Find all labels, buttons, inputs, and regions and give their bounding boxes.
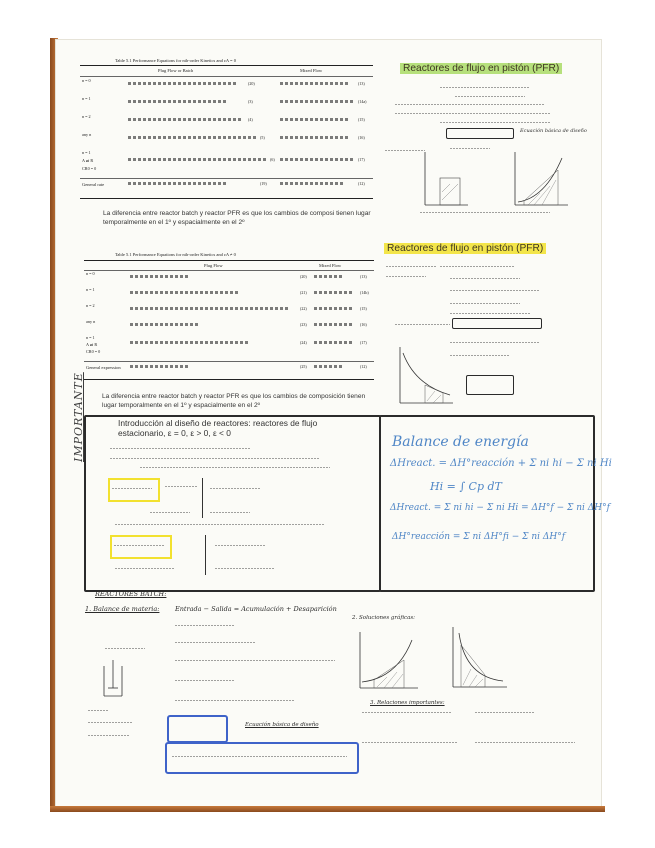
table-top-row: n = 2: [82, 114, 91, 119]
sentence-top: La diferencia entre reactor batch y reactor PFR es que los cambios de composi tienen lugar temporalmente en el 1º y espacialmente en el 2º: [103, 210, 371, 226]
table-bottom-row: any n: [86, 319, 96, 324]
table-top-eqnum: (16): [358, 135, 365, 140]
table-bottom-eqnum: (14b): [360, 290, 369, 295]
reactor-vessel-icon: [98, 660, 128, 700]
table-bottom-row: CR0 = 0: [86, 349, 101, 354]
batch-design-box-2: [165, 742, 359, 774]
table-top-eqnum: (19): [260, 181, 267, 186]
table-top-row: n = 1: [82, 150, 91, 155]
page-bottom-edge: [50, 806, 605, 812]
table-bottom-row: A ⇌ R: [86, 342, 98, 347]
table-top-row: n = 0: [82, 78, 91, 83]
table-top-col-mixed: Mixed Flow: [300, 68, 323, 73]
pfr-title-1: Reactores de flujo en pistón (PFR): [400, 63, 562, 74]
batch-formula: Entrada − Salida = Acumulación + Desaparición: [175, 605, 337, 613]
table-bottom: [84, 260, 374, 380]
table-top-eqnum: (15): [358, 117, 365, 122]
table-bottom-row: n = 2: [86, 303, 95, 308]
table-bottom-eqnum: (17): [360, 340, 367, 345]
pfr-plot-2: [510, 150, 570, 210]
energy-line-3: ΔHreact. = Σ ni hi − Σ ni Hi = ΔH°f − Σ ni ΔH°f: [390, 503, 610, 513]
table-top-eqnum: (3): [248, 99, 253, 104]
table-top-row: A ⇌ R: [82, 158, 94, 163]
table-bottom-col-plug: Plug Flow: [204, 263, 223, 268]
batch-heading: REACTORES BATCH:: [95, 590, 167, 598]
table-top-eqnum: (4): [248, 117, 253, 122]
intro-box: [84, 415, 381, 592]
table-bottom-eqnum: (22): [300, 306, 307, 311]
batch-plot-2: [445, 625, 510, 695]
highlight-box-2: [110, 535, 172, 559]
batch-design-box-1: [167, 715, 228, 743]
energy-title: Balance de energía: [392, 434, 529, 450]
table-top-eqnum: (6): [270, 157, 275, 162]
table-bottom-eqnum: (15): [360, 306, 367, 311]
table-bottom-eqnum: (25): [300, 364, 307, 369]
table-bottom-footer: General expression: [86, 365, 121, 370]
table-top-row: any n: [82, 132, 92, 137]
energy-line-1: ΔHreact. = ΔH°reacción + Σ ni hi − Σ ni Hi: [390, 458, 612, 469]
pfr-plot-3: [395, 345, 455, 410]
pfr-ecuacion-label: Ecuación básica de diseño: [520, 128, 587, 134]
table-bottom-eqnum: (16): [360, 322, 367, 327]
table-top-col-plug: Plug Flow or Batch: [158, 68, 194, 73]
table-top-row: CR0 = 0: [82, 166, 97, 171]
table-top-row: n = 1: [82, 96, 91, 101]
table-bottom-eqnum: (12): [360, 364, 367, 369]
energy-line-2: Hi = ∫ Cp dT: [430, 480, 502, 493]
pfr-title-2: Reactores de flujo en pistón (PFR): [384, 243, 546, 254]
table-top-eqnum: (5): [260, 135, 265, 140]
table-top: [80, 65, 373, 199]
batch-balance: 1. Balance de materia:: [85, 605, 160, 613]
table-bottom-eqnum: (24): [300, 340, 307, 345]
table-top-caption: Table 5.1 Performance Equations for nth-order Kinetics and εA = 0: [115, 58, 236, 63]
table-bottom-caption: Table 5.1 Performance Equations for nth-order Kinetics and εA ≠ 0: [115, 252, 236, 257]
table-bottom-eqnum: (23): [300, 322, 307, 327]
table-bottom-eqnum: (20): [300, 274, 307, 279]
table-top-eqnum: (13): [358, 81, 365, 86]
energy-line-4: ΔH°reacción = Σ ni ΔH°fi − Σ ni ΔH°f: [392, 532, 566, 542]
batch-plot-1: [352, 630, 422, 695]
table-bottom-row: n = 1: [86, 335, 95, 340]
sentence-bottom: La diferencia entre reactor batch y reactor PFR es que los cambios de composición tienen lugar temporalmente en el 1º y espacialmente en el 2º: [102, 393, 366, 409]
solution-label: 2. Soluciones gráficas:: [352, 615, 416, 621]
intro-title: Introducción al diseño de reactores: reactores de flujo estacionario, ε = 0, ε > 0, ε < 0: [118, 418, 318, 438]
kinetics-label: 3. Relaciones importantes:: [370, 700, 445, 706]
table-bottom-row: n = 0: [86, 271, 95, 276]
table-bottom-eqnum: (21): [300, 290, 307, 295]
table-bottom-col-mixed: Mixed Flow: [319, 263, 342, 268]
table-top-eqnum: (14a): [358, 99, 367, 104]
table-bottom-eqnum: (13): [360, 274, 367, 279]
pfr-plot-1: [420, 150, 470, 210]
table-top-footer: General rate: [82, 182, 105, 187]
table-bottom-row: n = 1: [86, 287, 95, 292]
table-top-eqnum: (17): [358, 157, 365, 162]
table-top-eqnum: (20): [248, 81, 255, 86]
highlight-box-1: [108, 478, 160, 502]
importante-label: IMPORTANTE: [72, 372, 85, 462]
table-top-eqnum: (12): [358, 181, 365, 186]
batch-ecuacion-label: Ecuación básica de diseño: [245, 722, 319, 728]
